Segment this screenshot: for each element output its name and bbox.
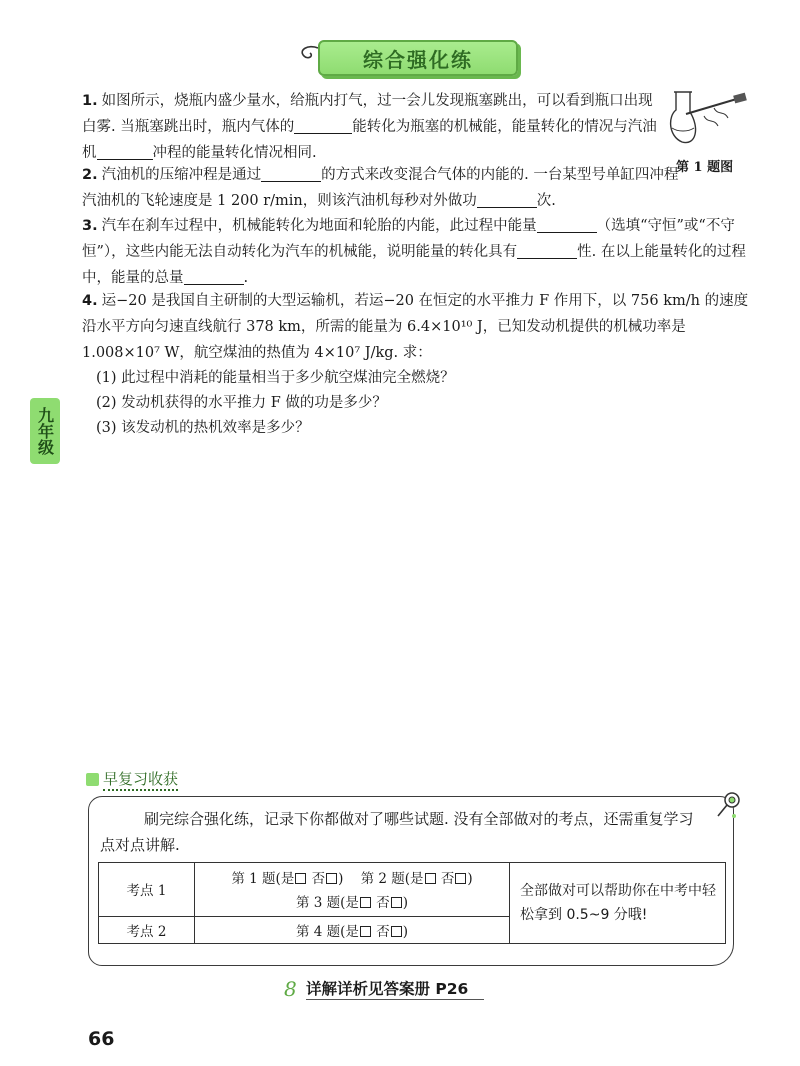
question-text: 运−20 是我国自主研制的大型运输机，若运−20 在恒定的水平推力 F 作用下，以 756 km/h 的速度沿水平方向匀速直线航行 378 km，所需的能量为 6.4×10¹⁰ J，已知发动机提供的机械功率是 1.008×10⁷ W，航空煤油的热值为 4×10⁷ J/kg. 求： xyxy=(82,293,749,361)
sub-question-1: (1) 此过程中消耗的能量相当于多少航空煤油完全燃烧？ xyxy=(96,370,455,386)
check-label: 否 xyxy=(311,871,326,888)
check-label: ) xyxy=(467,871,473,888)
review-heading xyxy=(86,768,178,791)
check-label: 第 2 题(是 xyxy=(360,871,424,888)
question-text: 能转化为瓶塞的机械能，能量转化的情况与汽油机 xyxy=(82,119,657,161)
question-text: 次. xyxy=(536,193,556,209)
review-heading-text: 早复习收获 xyxy=(103,768,178,791)
question-number: 2. xyxy=(82,167,98,183)
no-checkbox[interactable] xyxy=(326,873,337,884)
check-label: ) xyxy=(402,923,409,940)
answer-blank[interactable] xyxy=(261,164,321,182)
exam-point-cell: 考点 1 xyxy=(99,863,195,917)
bullet-square-icon xyxy=(86,773,99,786)
check-label: 第 4 题(是 xyxy=(295,923,359,940)
check-label: 否 xyxy=(376,895,390,912)
yes-checkbox[interactable] xyxy=(360,926,371,937)
answer-blank[interactable] xyxy=(477,190,537,208)
answer-blank[interactable] xyxy=(294,116,352,134)
no-checkbox[interactable] xyxy=(391,897,402,908)
question-text: 冲程的能量转化情况相同. xyxy=(152,145,317,161)
exam-point-cell: 考点 2 xyxy=(99,916,195,943)
question-text: 性. 在以上能量转化的过程中，能量的总量 xyxy=(82,244,746,286)
question-text: 如图所示，烧瓶内盛少量水，给瓶内打气，过一会儿发现瓶塞跳出，可以看到瓶口出现白雾. 当瓶塞跳出时，瓶内气体的 xyxy=(82,93,653,135)
yes-checkbox[interactable] xyxy=(425,873,436,884)
svg-text:8: 8 xyxy=(284,977,297,1000)
question-check-cell xyxy=(195,916,510,943)
answer-blank[interactable] xyxy=(537,215,597,233)
check-label: ) xyxy=(402,895,409,912)
question-text: . xyxy=(243,270,249,286)
answer-blank[interactable] xyxy=(184,267,244,285)
question-number: 3. xyxy=(82,218,98,234)
question-check-cell xyxy=(195,863,510,917)
check-label: 否 xyxy=(440,871,455,888)
tip-cell: 全部做对可以帮助你在中考中轻松拿到 0.5~9 分哦! xyxy=(510,863,726,944)
page-number: 66 xyxy=(88,1028,115,1050)
question-text: 的方式来改变混合气体的内能的. 一台某型号单缸四冲程汽油机的飞轮速度是 1 200 r/min，则该汽油机每秒对外做功 xyxy=(82,167,679,209)
yes-checkbox[interactable] xyxy=(360,897,371,908)
answer-reference xyxy=(282,977,484,1000)
question-3 xyxy=(82,213,762,291)
question-number: 1. xyxy=(82,93,98,109)
grade-side-tab: 九年级 xyxy=(30,398,60,464)
number-eight-icon xyxy=(282,978,298,1000)
question-number: 4. xyxy=(82,293,98,309)
question-text: （选填“守恒”或“不守恒”），这些内能无法自动转化为汽车的机械能，说明能量的转化具有 xyxy=(82,218,735,260)
check-label: 第 3 题(是 xyxy=(295,895,359,912)
table-row xyxy=(99,863,726,917)
question-text: 汽车在刹车过程中，机械能转化为地面和轮胎的内能，此过程中能量 xyxy=(101,218,537,234)
sub-question-3: (3) 该发动机的热机效率是多少？ xyxy=(96,420,310,436)
figure-caption: 第 1 题图 xyxy=(676,160,734,175)
check-label: 否 xyxy=(376,923,390,940)
yes-checkbox[interactable] xyxy=(295,873,306,884)
question-1 xyxy=(82,88,657,166)
question-2 xyxy=(82,162,692,214)
sub-question-2: (2) 发动机获得的水平推力 F 做的功是多少？ xyxy=(96,395,387,411)
answer-blank[interactable] xyxy=(97,142,153,160)
answer-reference-text: 详解详析见答案册 P26 xyxy=(306,977,484,1000)
check-label: 第 1 题(是 xyxy=(231,871,295,888)
no-checkbox[interactable] xyxy=(455,873,466,884)
check-label: ) xyxy=(338,871,344,888)
question-4 xyxy=(82,288,762,366)
section-title-banner xyxy=(318,40,518,76)
pushpin-icon xyxy=(712,786,748,822)
question-text: 汽油机的压缩冲程是通过 xyxy=(101,167,262,183)
section-title: 综合强化练 xyxy=(363,47,473,72)
no-checkbox[interactable] xyxy=(391,926,402,937)
answer-blank[interactable] xyxy=(517,241,577,259)
review-table xyxy=(98,862,726,944)
flask-figure-image xyxy=(664,88,750,150)
review-intro-text: 刷完综合强化练，记录下你都做对了哪些试题. 没有全部做对的考点，还需重复学习点对点讲解. xyxy=(100,810,694,854)
